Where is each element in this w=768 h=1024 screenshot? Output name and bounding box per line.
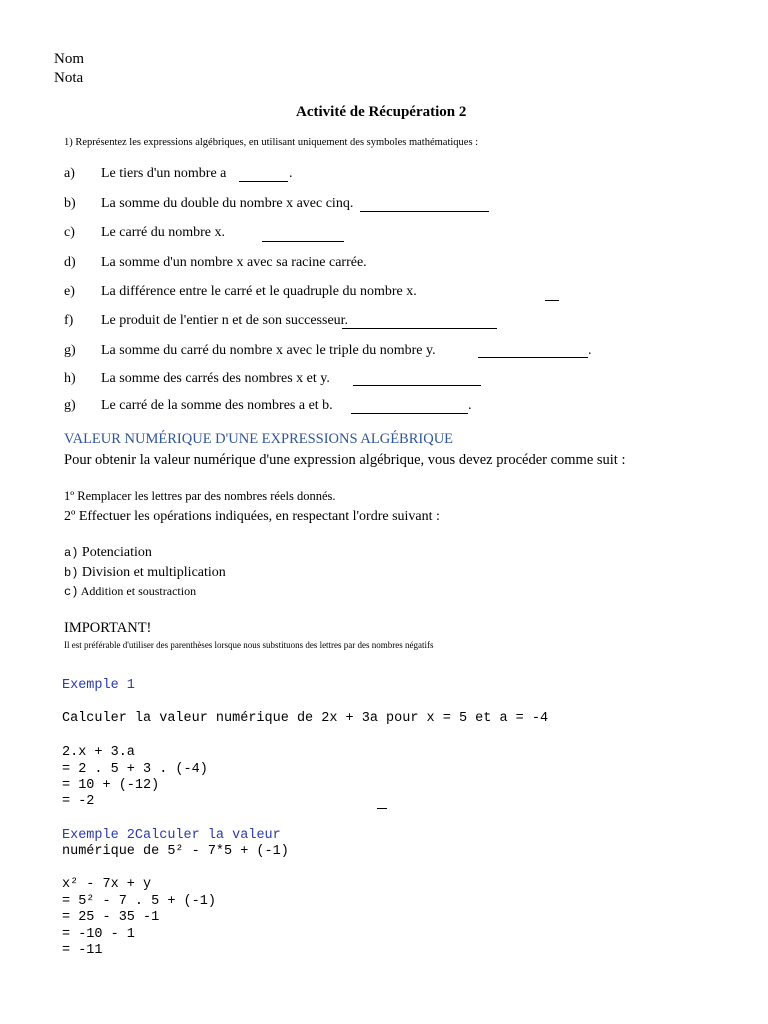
item-label: g)	[64, 398, 76, 413]
example-1-statement: Calculer la valeur numérique de 2x + 3a pour x = 5 et a = -4	[62, 711, 549, 726]
item-tail: .	[289, 166, 293, 181]
order-label: b)	[64, 566, 79, 580]
important-title: IMPORTANT!	[64, 620, 152, 636]
order-item	[64, 584, 196, 599]
item-text: La différence entre le carré et le quadruple du nombre x.	[101, 284, 417, 299]
step-1: 1º Remplacer les lettres par des nombres réels donnés.	[64, 489, 336, 503]
example-2-statement: numérique de 5² - 7*5 + (-1)	[62, 844, 289, 859]
answer-blank[interactable]	[360, 211, 489, 212]
example-1-line: = -2	[62, 794, 95, 809]
example-2-line: = 5² - 7 . 5 + (-1)	[62, 894, 216, 909]
order-item	[64, 565, 226, 581]
nota-label: Nota	[54, 70, 84, 86]
item-label: h)	[64, 371, 76, 386]
item-text: La somme d'un nombre x avec sa racine carrée.	[101, 255, 367, 270]
item-text: Le carré de la somme des nombres a et b.	[101, 398, 333, 413]
answer-blank[interactable]	[262, 241, 344, 242]
step-2: 2º Effectuer les opérations indiquées, en respectant l'ordre suivant :	[64, 509, 440, 524]
answer-blank[interactable]	[478, 357, 588, 358]
example-2-line: x² - 7x + y	[62, 877, 152, 892]
example-1-line: = 10 + (-12)	[62, 778, 160, 793]
item-tail: .	[468, 398, 472, 413]
example-2-line: = -10 - 1	[62, 927, 135, 942]
important-text: Il est préférable d'utiliser des parenthèses lorsque nous substituons des lettres par des nombres négatifs	[64, 640, 434, 650]
item-text: Le carré du nombre x.	[101, 225, 225, 240]
example-1-line: = 2 . 5 + 3 . (-4)	[62, 762, 208, 777]
page-title: Activité de Récupération 2	[296, 104, 467, 120]
item-tail: .	[588, 343, 592, 358]
item-text: Le produit de l'entier n et de son successeur.	[101, 313, 349, 328]
item-label: g)	[64, 343, 76, 358]
stray-mark	[377, 808, 387, 809]
item-text: La somme des carrés des nombres x et y.	[101, 371, 330, 386]
item-label: a)	[64, 166, 75, 181]
item-label: f)	[64, 313, 74, 328]
item-label: b)	[64, 196, 76, 211]
example-1-title: Exemple 1	[62, 678, 135, 693]
order-text: Potenciation	[81, 545, 152, 560]
answer-blank[interactable]	[545, 300, 559, 301]
example-2-line: = -11	[62, 943, 103, 958]
item-label: d)	[64, 255, 76, 270]
example-2-header	[62, 828, 281, 843]
answer-blank[interactable]	[351, 413, 468, 414]
nom-label: Nom	[54, 51, 84, 67]
example-2-line: = 25 - 35 -1	[62, 910, 160, 925]
answer-blank[interactable]	[353, 385, 481, 386]
order-label: c)	[64, 585, 79, 599]
item-label: e)	[64, 284, 75, 299]
answer-blank[interactable]	[239, 181, 288, 182]
instruction: 1) Représentez les expressions algébriques, en utilisant uniquement des symboles mathématiques :	[64, 137, 479, 148]
example-2-title-rest: Calculer la valeur	[134, 828, 281, 843]
order-item	[64, 545, 152, 561]
item-text: La somme du carré du nombre x avec le triple du nombre y.	[101, 343, 436, 358]
intro-text: Pour obtenir la valeur numérique d'une expression algébrique, vous devez procéder comme suit :	[64, 452, 626, 468]
example-2-title: Exemple 2	[62, 828, 135, 843]
order-text: Division et multiplication	[81, 565, 226, 580]
item-text: La somme du double du nombre x avec cinq.	[101, 196, 354, 211]
order-label: a)	[64, 546, 79, 560]
answer-blank[interactable]	[342, 328, 497, 329]
item-text: Le tiers d'un nombre a	[101, 166, 227, 181]
order-text: Addition et soustraction	[80, 584, 197, 598]
example-1-line: 2.x + 3.a	[62, 745, 135, 760]
section-heading: VALEUR NUMÉRIQUE D'UNE EXPRESSIONS ALGÉBRIQUE	[64, 431, 454, 447]
item-label: c)	[64, 225, 75, 240]
